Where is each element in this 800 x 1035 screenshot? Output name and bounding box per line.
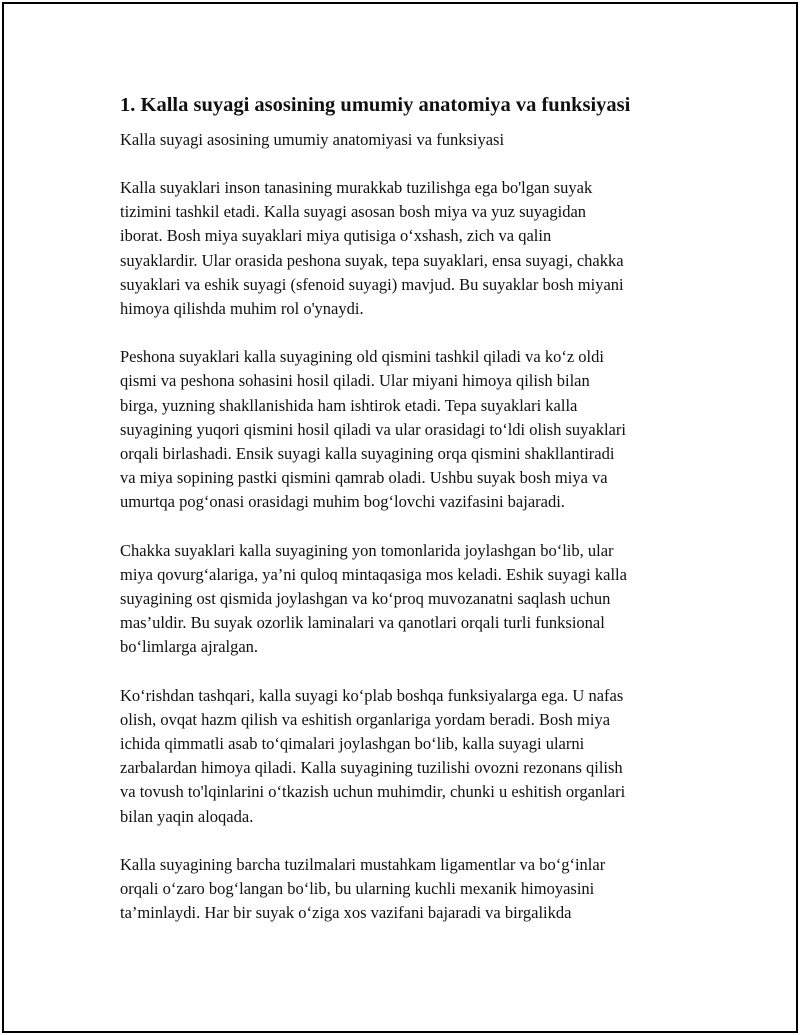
paragraph-5 xyxy=(120,853,710,926)
paragraph-2 xyxy=(120,345,710,514)
text-line: suyaklardir. Ular orasida peshona suyak, tepa suyaklari, ensa suyagi, chakka xyxy=(120,250,624,270)
text-line: Ko‘rishdan tashqari, kalla suyagi ko‘plab boshqa funksiyalarga ega. U nafas xyxy=(120,685,624,705)
paragraph-4 xyxy=(120,684,710,829)
text-line: bo‘limlarga ajralgan. xyxy=(120,637,259,657)
text-line: ta’minlaydi. Har bir suyak o‘ziga xos vazifani bajaradi va birgalikda xyxy=(120,903,572,923)
text-line: olish, ovqat hazm qilish va eshitish organlariga yordam beradi. Bosh miya xyxy=(120,709,611,729)
text-line: mas’uldir. Bu suyak ozorlik laminalari va qanotlari orqali turli funksional xyxy=(120,613,605,633)
text-line: miya qovurg‘alariga, ya’ni quloq mintaqasiga mos keladi. Eshik suyagi kalla xyxy=(120,564,627,584)
page-frame xyxy=(2,2,798,1033)
section-subtitle: Kalla suyagi asosining umumiy anatomiyasi va funksiyasi xyxy=(120,130,505,149)
text-line: qismi va peshona sohasini hosil qiladi. Ular miyani himoya qilish bilan xyxy=(120,371,590,391)
text-line: iborat. Bosh miya suyaklari miya qutisiga o‘xshash, zich va qalin xyxy=(120,226,552,246)
text-line: suyaklari va eshik suyagi (sfenoid suyagi) mavjud. Bu suyaklar bosh miyani xyxy=(120,274,624,294)
text-line: orqali o‘zaro bog‘langan bo‘lib, bu ularning kuchli mexanik himoyasini xyxy=(120,879,595,899)
text-line: Chakka suyaklari kalla suyagining yon tomonlarida joylashgan bo‘lib, ular xyxy=(120,540,614,560)
text-line: suyagining ost qismida joylashgan va ko‘proq muvozanatni saqlash uchun xyxy=(120,589,611,609)
section-heading: 1. Kalla suyagi asosining umumiy anatomiya va funksiyasi xyxy=(120,94,631,116)
text-line: va miya sopining pastki qismini qamrab oladi. Ushbu suyak bosh miya va xyxy=(120,468,608,488)
text-line: umurtqa pog‘onasi orasidagi muhim bog‘lovchi vazifasini bajaradi. xyxy=(120,492,565,512)
text-line: suyagining yuqori qismini hosil qiladi va ular orasidagi to‘ldi olish suyaklari xyxy=(120,419,626,439)
text-line: bilan yaqin aloqada. xyxy=(120,806,254,826)
text-line: Kalla suyaklari inson tanasining murakkab tuzilishga ega bo'lgan suyak xyxy=(120,178,593,197)
text-line: birga, yuzning shakllanishida ham ishtirok etadi. Tepa suyaklari kalla xyxy=(120,395,578,415)
text-line: Peshona suyaklari kalla suyagining old qismini tashkil qiladi va ko‘z oldi xyxy=(120,347,604,367)
text-line: zarbalardan himoya qiladi. Kalla suyagining tuzilishi ovozni rezonans qilish xyxy=(120,758,623,778)
text-line: tizimini tashkil etadi. Kalla suyagi asosan bosh miya va yuz suyagidan xyxy=(120,202,587,222)
document-body xyxy=(120,92,710,949)
text-line: va tovush to'lqinlarini o‘tkazish uchun muhimdir, chunki u eshitish organlari xyxy=(120,782,626,802)
paragraph-3 xyxy=(120,539,710,660)
text-line: himoya qilishda muhim rol o'ynaydi. xyxy=(120,299,364,319)
text-line: ichida qimmatli asab to‘qimalari joylashgan bo‘lib, kalla suyagi ularni xyxy=(120,734,585,754)
text-line: orqali birlashadi. Ensik suyagi kalla suyagining orqa qismini shakllantiradi xyxy=(120,444,615,464)
text-line: Kalla suyagining barcha tuzilmalari mustahkam ligamentlar va bo‘g‘inlar xyxy=(120,854,606,874)
paragraph-1 xyxy=(120,176,710,321)
